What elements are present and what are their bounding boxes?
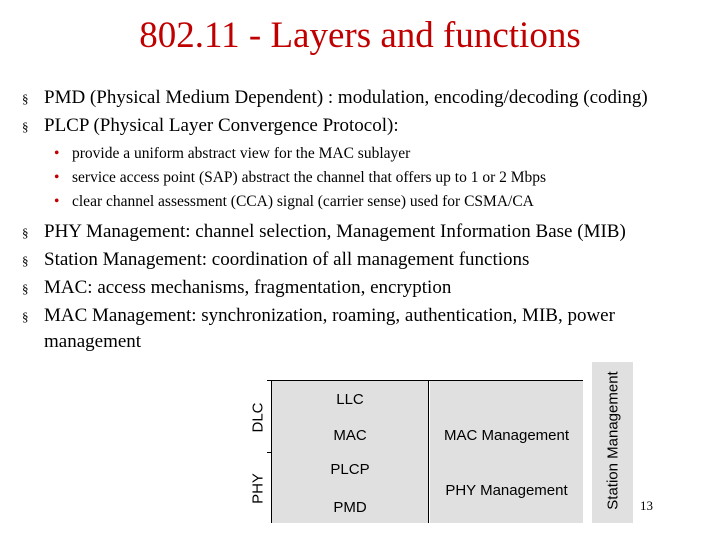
page-number: 13 (640, 498, 653, 513)
pmd-layer: PMD (333, 499, 367, 516)
plcp-layer: PLCP (330, 461, 370, 478)
bullet-text: PHY Management: channel selection, Management Information Base (MIB) (44, 221, 626, 242)
mac-management-layer: MAC Management (443, 427, 570, 444)
bullet-text: Station Management: coordination of all management functions (44, 249, 530, 270)
bullet-text: PMD (Physical Medium Dependent) : modulation, encoding/decoding (coding) (44, 87, 648, 108)
station-management-layer: Station Management (604, 371, 622, 510)
sub-bullet-text: clear channel assessment (CCA) signal (carrier sense) used for CSMA/CA (72, 193, 534, 210)
phy-label: PHY (249, 473, 267, 504)
mac-layer: MAC (333, 427, 367, 444)
bullet-marker: § (22, 309, 29, 324)
slide-title: 802.11 - Layers and functions (139, 15, 581, 56)
bullet-marker: § (22, 91, 29, 106)
bullet-marker: § (22, 281, 29, 296)
phy-management-layer: PHY Management (445, 482, 568, 499)
sub-bullet-marker: • (54, 169, 60, 186)
llc-layer: LLC (336, 391, 364, 408)
bullet-marker: § (22, 119, 29, 134)
bullet-marker: § (22, 253, 29, 268)
sub-bullet-marker: • (54, 145, 60, 162)
bullet-text: PLCP (Physical Layer Convergence Protocol): (44, 115, 399, 136)
bullet-text: MAC Management: synchronization, roaming, authentication, MIB, power (44, 305, 615, 326)
bullet-marker: § (22, 225, 29, 240)
management-column-fill (430, 380, 583, 523)
sub-bullet-marker: • (54, 193, 60, 210)
dlc-label: DLC (249, 402, 267, 433)
sub-bullet-text: provide a uniform abstract view for the MAC sublayer (72, 145, 411, 162)
bullet-continuation: management (44, 331, 142, 352)
sub-bullet-text: service access point (SAP) abstract the channel that offers up to 1 or 2 Mbps (72, 169, 547, 186)
top-border (267, 380, 583, 381)
bullet-text: MAC: access mechanisms, fragmentation, encryption (44, 277, 452, 298)
stack-divider (428, 380, 429, 523)
